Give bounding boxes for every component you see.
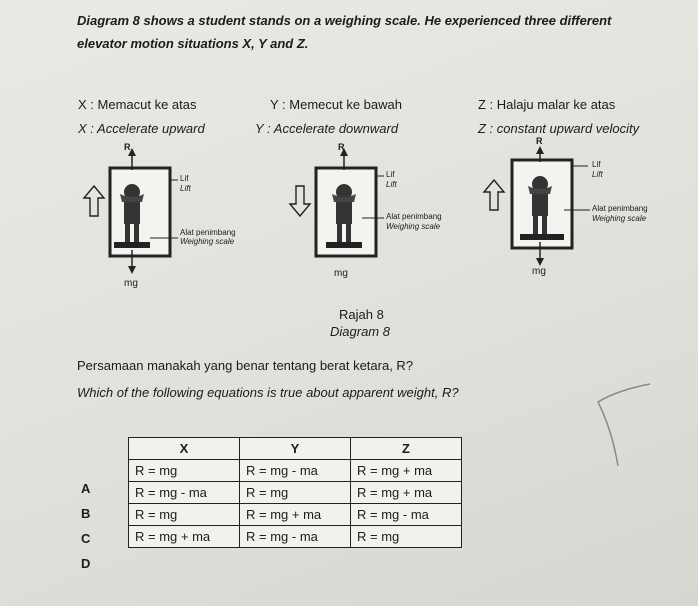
column-header-z: Z (351, 438, 462, 460)
weighing-scale-icon (326, 242, 362, 248)
option-b-label[interactable]: B (81, 506, 91, 521)
weight-label: mg (532, 266, 546, 277)
weight-label: mg (124, 278, 138, 289)
option-c-label[interactable]: C (81, 531, 91, 546)
motion-arrow-up-icon (84, 186, 104, 216)
intro-line-1: Diagram 8 shows a student stands on a weighing scale. He experienced three different (77, 13, 612, 28)
table-cell: R = mg - ma (240, 460, 351, 482)
reaction-arrow-icon (536, 146, 544, 154)
table-cell: R = mg (129, 504, 240, 526)
table-row-option-a[interactable] (129, 460, 462, 482)
student-body-icon (336, 202, 352, 224)
scale-label-english: Weighing scale (592, 214, 647, 223)
table-cell: R = mg + ma (351, 482, 462, 504)
intro-line-2: elevator motion situations X, Y and Z. (77, 36, 309, 51)
reaction-label: R (536, 136, 543, 146)
table-cell: R = mg (129, 460, 240, 482)
lift-label-malay: Lif (386, 170, 395, 179)
pencil-mark-icon (578, 380, 658, 470)
lift-label-english: Lift (592, 170, 603, 179)
answer-table (128, 437, 462, 548)
weight-label: mg (334, 268, 348, 279)
weighing-scale-icon (520, 234, 564, 240)
reaction-label: R (338, 142, 345, 152)
column-header-x: X (129, 438, 240, 460)
motion-arrow-down-icon (290, 186, 310, 216)
table-cell: R = mg (351, 526, 462, 548)
option-d-label[interactable]: D (81, 556, 91, 571)
table-row-option-d[interactable] (129, 526, 462, 548)
situation-x-english: X : Accelerate upward (78, 121, 205, 136)
lift-label-malay: Lif (180, 174, 189, 183)
option-a-label[interactable]: A (81, 481, 91, 496)
elevator-x-drawing (80, 140, 280, 290)
table-cell: R = mg + ma (129, 526, 240, 548)
question-malay: Persamaan manakah yang benar tentang berat ketara, R? (77, 358, 414, 373)
weight-arrow-icon (536, 258, 544, 266)
situation-z-malay: Z : Halaju malar ke atas (478, 97, 616, 112)
table-cell: R = mg + ma (240, 504, 351, 526)
table-cell: R = mg - ma (129, 482, 240, 504)
scale-label-english: Weighing scale (386, 222, 441, 231)
lift-label-english: Lift (386, 180, 397, 189)
motion-arrow-up-icon (484, 180, 504, 210)
scale-label-malay: Alat penimbang (180, 228, 236, 237)
situation-x-malay: X : Memacut ke atas (78, 97, 197, 112)
diagram-panel-y (286, 140, 486, 290)
student-body-icon (532, 194, 548, 216)
table-row-option-b[interactable] (129, 482, 462, 504)
table-row-option-c[interactable] (129, 504, 462, 526)
lift-label-malay: Lif (592, 160, 601, 169)
table-cell: R = mg (240, 482, 351, 504)
table-header-row (129, 438, 462, 460)
caption-malay: Rajah 8 (339, 307, 384, 322)
table-cell: R = mg - ma (240, 526, 351, 548)
column-header-y: Y (240, 438, 351, 460)
weight-arrow-icon (128, 266, 136, 274)
reaction-label: R (124, 142, 131, 152)
student-body-icon (124, 202, 140, 224)
situation-y-malay: Y : Memecut ke bawah (270, 97, 402, 112)
scale-label-malay: Alat penimbang (592, 204, 648, 213)
table-cell: R = mg - ma (351, 504, 462, 526)
weighing-scale-icon (114, 242, 150, 248)
question-english: Which of the following equations is true about apparent weight, R? (77, 385, 459, 400)
diagram-panel-x (80, 140, 280, 290)
diagram-panel-z (478, 136, 688, 290)
lift-label-english: Lift (180, 184, 191, 193)
scale-label-malay: Alat penimbang (386, 212, 442, 221)
situation-z-english: Z : constant upward velocity (478, 121, 640, 136)
scale-label-english: Weighing scale (180, 237, 235, 246)
caption-english: Diagram 8 (330, 324, 390, 339)
table-cell: R = mg + ma (351, 460, 462, 482)
situation-y-english: Y : Accelerate downward (255, 121, 399, 136)
elevator-z-drawing (478, 140, 688, 290)
